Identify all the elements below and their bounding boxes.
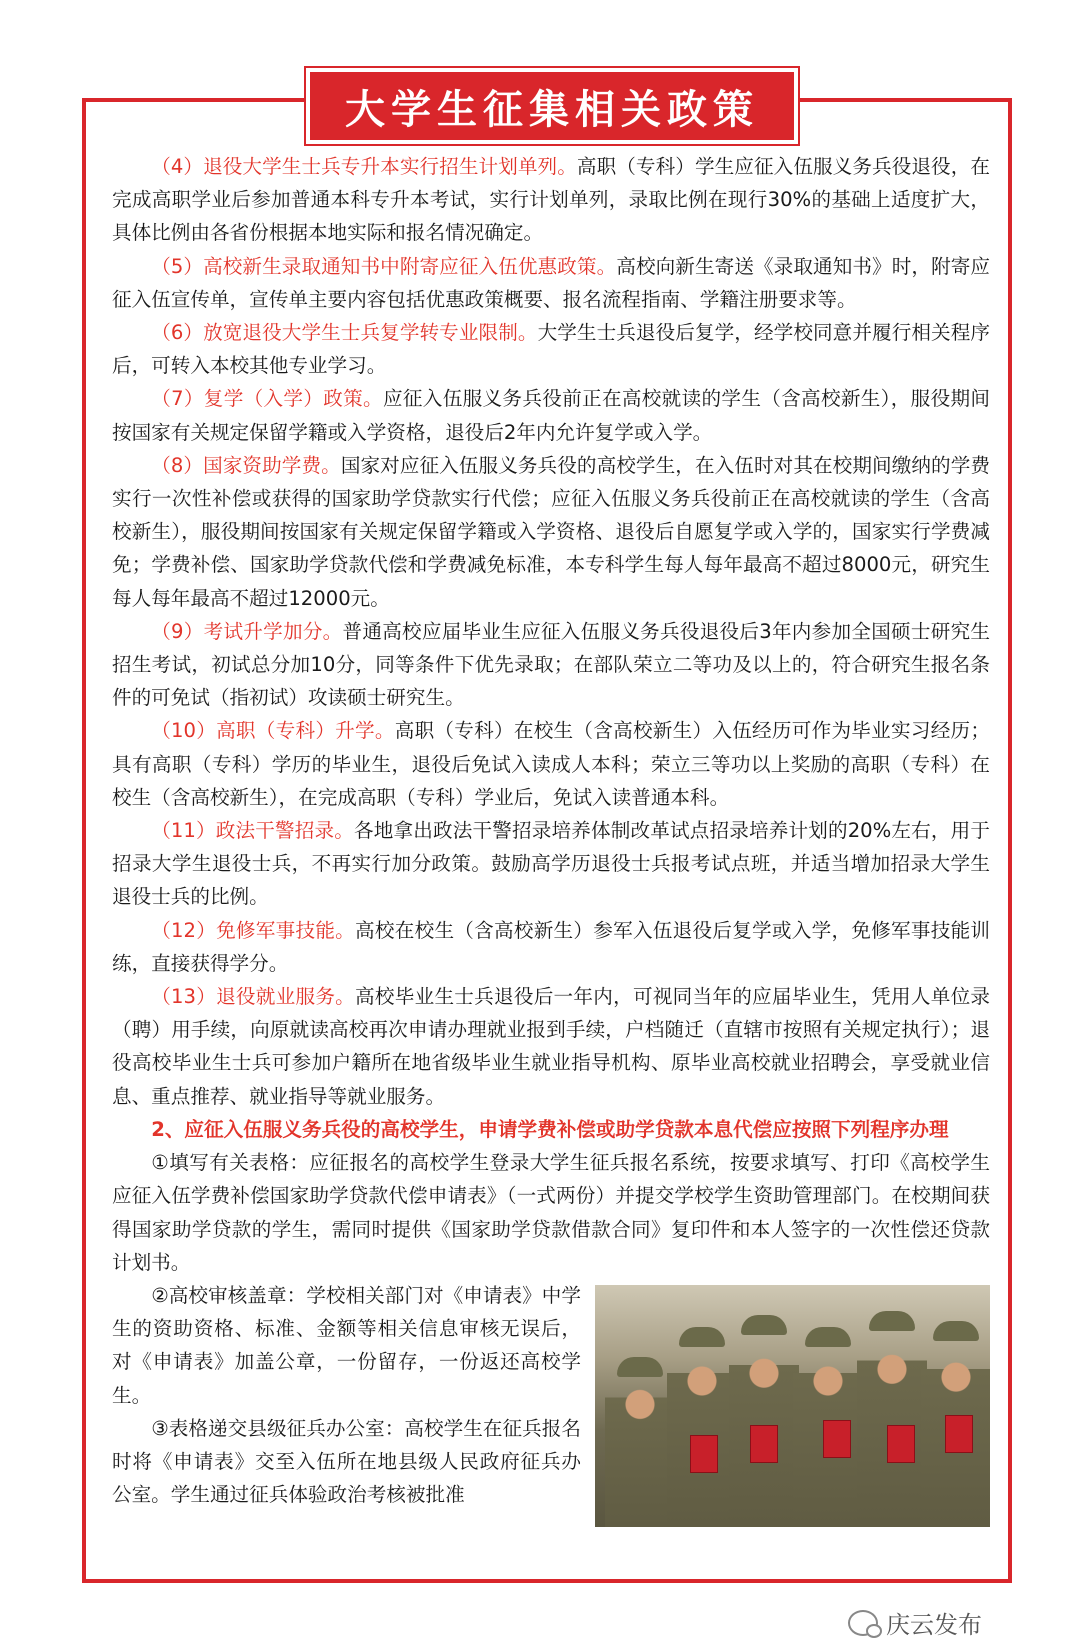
policy-item	[112, 316, 990, 382]
policy-item-body: 高职（专科）在校生（含高校新生）入伍经历可作为毕业实习经历；具有高职（专科）学历的毕业生，退役后免试入读成人本科；荣立三等功以上奖励的高职（专科）在校生（含高校新生），在完成高职（专科）学业后，免试入读普通本科。	[112, 719, 990, 809]
policy-item-body: 高校在校生（含高校新生）参军入伍退役后复学或入学，免修军事技能训练，直接获得学分。	[112, 918, 991, 975]
policy-item-heading: （13）退役就业服务。	[151, 985, 356, 1009]
policy-item-heading: （4）退役大学生士兵专升本实行招生计划单列。	[151, 155, 577, 178]
policy-item-heading: （10）高职（专科）升学。	[151, 719, 395, 743]
watermark	[848, 1605, 982, 1640]
policy-item	[112, 615, 990, 715]
policy-item-heading: （7）复学（入学）政策。	[151, 387, 383, 411]
policy-item-heading: （12）免修军事技能。	[151, 918, 356, 942]
policy-item	[112, 382, 990, 448]
policy-item-body: 高校向新生寄送《录取通知书》时，附寄应征入伍宣传单，宣传单主要内容包括优惠政策概要、报名流程指南、学籍注册要求等。	[112, 254, 991, 311]
policy-item-body: 普通高校应届毕业生应征入伍服义务兵役退役后3年内参加全国硕士研究生招生考试，初试总分加10分，同等条件下优先录取；在部队荣立二等功及以上的，符合研究生报名条件的可免试（指初试）攻读硕士研究生。	[112, 619, 991, 710]
policy-item-body: 国家对应征入伍服义务兵役的高校学生，在入伍时对其在校期间缴纳的学费实行一次性补偿或获得的国家助学贷款实行代偿；应征入伍服义务兵役前正在高校就读的学生（含高校新生），服役期间按国家有关规定保留学籍或入学资格、退役后自愿复学或入学的，国家实行学费减免；学费补偿、国家助学贷款代偿和学费减免标准，本专科学生每人每年最高不超过8000元，研究生每人每年最高不超过12000元。	[112, 453, 991, 610]
policy-item	[112, 449, 990, 615]
policy-item-heading: （8）国家资助学费。	[151, 453, 341, 477]
policy-item	[112, 980, 990, 1113]
policy-item-body: 高职（专科）学生应征入伍服义务兵役退役，在完成高职学业后参加普通本科专升本考试，实行计划单列，录取比例在现行30%的基础上适度扩大，具体比例由各省份根据本地实际和报名情况确定。	[112, 155, 990, 245]
policy-item-body: 各地拿出政法干警招录培养体制改革试点招录培养计划的20%左右，用于招录大学生退役士兵，不再实行加分政策。鼓励高学历退役士兵报考试点班，并适当增加招录大学生退役士兵的比例。	[112, 819, 990, 909]
policy-item	[112, 250, 990, 316]
policy-item-heading: （11）政法干警招录。	[151, 819, 355, 843]
policy-item-heading: （9）考试升学加分。	[151, 619, 343, 643]
page-title: 大学生征集相关政策	[345, 86, 759, 133]
soldiers-photo	[595, 1285, 990, 1527]
policy-item	[112, 914, 990, 980]
section-2-heading: 2、应征入伍服义务兵役的高校学生，申请学费补偿或助学贷款本息代偿应按照下列程序办理	[151, 1117, 949, 1141]
policy-item	[112, 814, 990, 914]
policy-item-body: 大学生士兵退役后复学，经学校同意并履行相关程序后，可转入本校其他专业学习。	[112, 321, 991, 378]
wechat-icon	[848, 1610, 878, 1636]
title-banner	[306, 68, 798, 144]
policy-item	[112, 714, 990, 814]
watermark-text: 庆云发布	[886, 1611, 982, 1639]
policy-item-body: 应征入伍服义务兵役前正在高校就读的学生（含高校新生），服役期间按国家有关规定保留学籍或入学资格，退役后2年内允许复学或入学。	[112, 387, 991, 444]
policy-item-heading: （6）放宽退役大学生士兵复学转专业限制。	[151, 321, 538, 345]
procedure-step: ②高校审核盖章：学校相关部门对《申请表》中学生的资助资格、标准、金额等相关信息审核无误后，对《申请表》加盖公章，一份留存，一份返还高校学生。	[112, 1283, 581, 1407]
procedure-step: ③表格递交县级征兵办公室：高校学生在征兵报名时将《申请表》交至入伍所在地县级人民政府征兵办公室。学生通过征兵体验政治考核被批准	[112, 1416, 581, 1507]
procedure-step: ①填写有关表格：应征报名的高校学生登录大学生征兵报名系统，按要求填写、打印《高校学生应征入伍学费补偿国家助学贷款代偿申请表》（一式两份）并提交学校学生资助管理部门。在校期间获得国家助学贷款的学生，需同时提供《国家助学贷款借款合同》复印件和本人签字的一次性偿还贷款计划书。	[112, 1151, 990, 1274]
policy-item-heading: （5）高校新生录取通知书中附寄应征入伍优惠政策。	[151, 254, 617, 278]
policy-item	[112, 150, 990, 250]
policy-item-body: 高校毕业生士兵退役后一年内，可视同当年的应届毕业生，凭用人单位录（聘）用手续，向原就读高校再次申请办理就业报到手续，户档随迁（直辖市按照有关规定执行）；退役高校毕业生士兵可参加户籍所在地省级毕业生就业指导机构、原毕业高校就业招聘会，享受就业信息、重点推荐、就业指导等就业服务。	[112, 985, 991, 1108]
policy-content	[112, 150, 990, 1527]
